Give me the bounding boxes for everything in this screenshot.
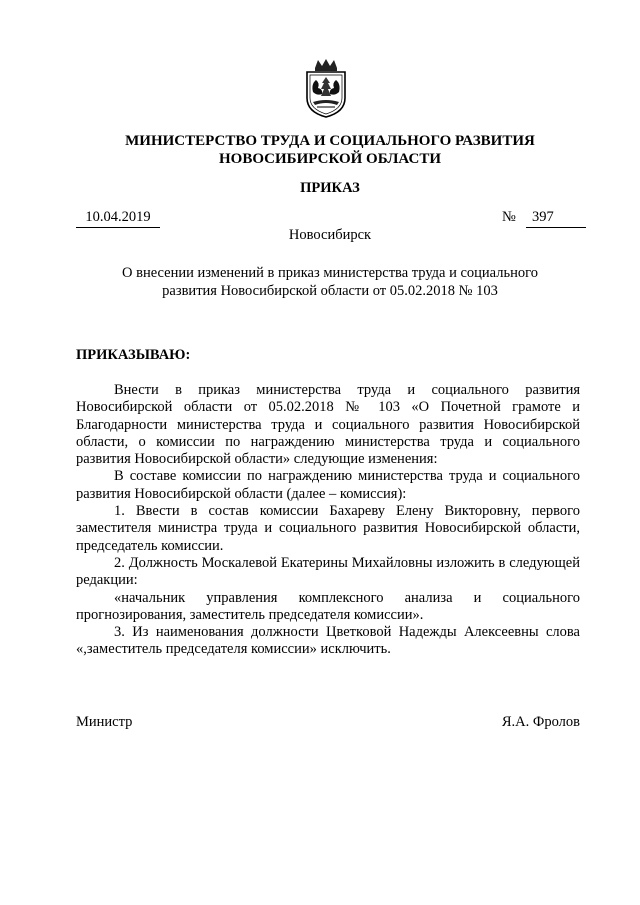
signatory-name: Я.А. Фролов [501,714,580,730]
body-paragraph: Внести в приказ министерства труда и социального развития Новосибирской области от 05.02.2018 № 103 «О Почетной грамоте и Благодарности министерства труда и социального развития Новосибирской области, о комиссии по награждению министерства труда и социального развития Новосибирской области» следующие изменения: [76,382,580,468]
number-sign: № [502,209,516,225]
body-paragraph: 3. Из наименования должности Цветковой Надежды Алексеевны слова «,заместитель председателя комиссии» исключить. [76,624,580,658]
coat-of-arms-icon [303,58,349,118]
document-type: ПРИКАЗ [300,180,360,196]
signatory-position: Министр [76,714,133,730]
order-subject: О внесении изменений в приказ министерства труда и социального развития Новосибирской области от 05.02.2018 № 103 [122,265,538,299]
ministry-name-line2: НОВОСИБИРСКОЙ ОБЛАСТИ [218,151,442,167]
body-paragraph: 2. Должность Москалевой Екатерины Михайловны изложить в следующей редакции: [76,554,580,589]
order-number: 397 [532,209,554,225]
ministry-name-line1: МИНИСТЕРСТВО ТРУДА И СОЦИАЛЬНОГО РАЗВИТИЯ [125,133,535,149]
order-number-field [526,209,586,228]
body-paragraph: 1. Ввести в состав комиссии Бахареву Елену Викторовну, первого заместителя министра труда и социального развития Новосибирской области, председатель комиссии. [76,503,580,554]
body-paragraph: «начальник управления комплексного анализа и социального прогнозирования, заместитель председателя комиссии». [76,589,580,623]
order-date: 10.04.2019 [76,209,160,228]
city: Новосибирск [288,227,372,243]
body-paragraph: В составе комиссии по награждению министерства труда и социального развития Новосибирской области (далее – комиссия): [76,468,580,502]
directive-heading: ПРИКАЗЫВАЮ: [76,347,191,363]
order-body [76,382,580,659]
